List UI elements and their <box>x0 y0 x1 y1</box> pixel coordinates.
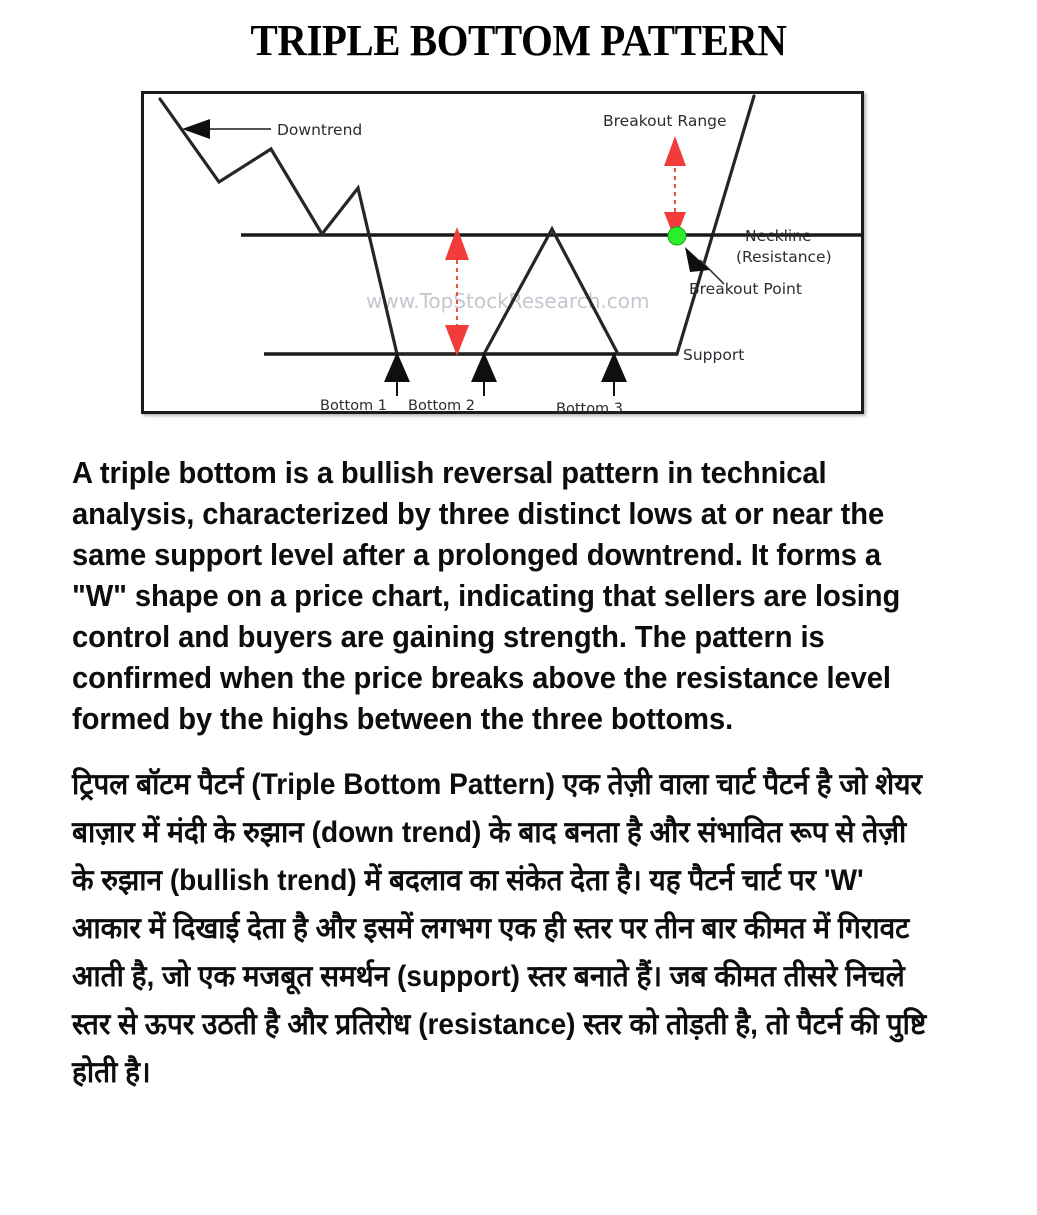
bottom3-arrow-icon <box>601 352 627 382</box>
english-description-paragraph: A triple bottom is a bullish reversal pattern in technical analysis, characterized by three distinct lows at or near the same support level after a prolonged downtrend. It forms a "W" shape on a price chart, indicating that sellers are losing control and buyers are gaining strength. The pattern is confirmed when the price breaks above the resistance level formed by the highs between the three bottoms. <box>72 455 901 736</box>
price-line <box>160 96 754 354</box>
breakout-range-label: Breakout Range <box>603 112 727 130</box>
pattern-height-down-arrow-icon <box>445 325 469 356</box>
bottom1-arrow-icon <box>384 352 410 382</box>
pattern-height-up-arrow-icon <box>445 227 469 260</box>
neckline-label: Neckline <box>745 227 812 245</box>
resistance-label: (Resistance) <box>736 248 832 266</box>
article-body <box>72 452 977 1097</box>
bottom2-arrow-icon <box>471 352 497 382</box>
triple-bottom-chart-figure <box>141 91 864 417</box>
bottom2-label: Bottom 2 <box>408 398 476 414</box>
breakout-point-dot <box>668 227 686 245</box>
downtrend-label: Downtrend <box>277 121 363 139</box>
bottom1-label: Bottom 1 <box>320 398 388 414</box>
bottom3-label: Bottom 3 <box>556 401 624 417</box>
page-title: TRIPLE BOTTOM PATTERN <box>250 16 787 65</box>
chart-svg <box>144 94 867 417</box>
breakout-point-label: Breakout Point <box>689 280 802 298</box>
breakout-range-up-arrow-icon <box>664 136 686 166</box>
hindi-description-paragraph: ट्रिपल बॉटम पैटर्न (Triple Bottom Pattern) एक तेज़ी वाला चार्ट पैटर्न है जो शेयर बाज़ार में मंदी के रुझान (down trend) के बाद बनता है और संभावित रूप से तेज़ी के रुझान (bullish trend) में बदलाव का संकेत देता है। यह पैटर्न चार्ट पर 'W' आकार में दिखाई देता है और इसमें लगभग एक ही स्तर पर तीन बार कीमत में गिरावट आती है, जो एक मजबूत समर्थन (support) स्तर बनाते हैं। जब कीमत तीसरे निचले स्तर से ऊपर उठती है और प्रतिरोध (resistance) स्तर को तोड़ती है, तो पैटर्न की पुष्टि होती है। <box>72 768 927 1089</box>
watermark-label: www.TopStockResearch.com <box>366 289 650 313</box>
support-label: Support <box>683 346 745 364</box>
